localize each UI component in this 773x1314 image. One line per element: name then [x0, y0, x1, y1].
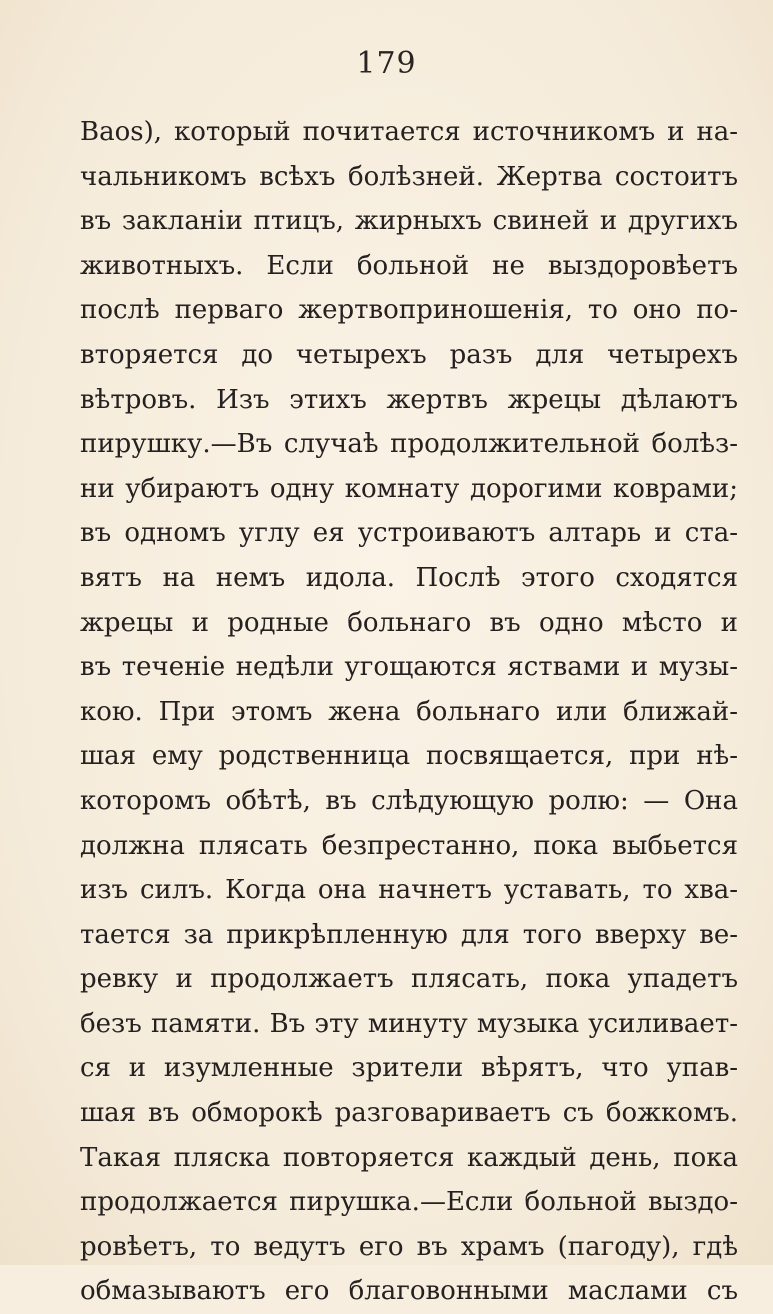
text-line: животныхъ. Если больной не выздоровѣетъ [80, 250, 738, 281]
text-line: Такая пляска повторяется каждый день, пока [80, 1142, 738, 1173]
text-line: шая ему родственница посвящается, при нѣ- [80, 741, 738, 772]
text-line: кою. При этомъ жена больнаго или ближай- [80, 696, 738, 727]
text-line: которомъ обѣтѣ, въ слѣдующую ролю: — Она [80, 785, 738, 816]
text-line: ровѣетъ, то ведутъ его въ храмъ (пагоду), гдѣ [80, 1231, 738, 1262]
text-line: чальникомъ всѣхъ болѣзней. Жертва состоитъ [80, 161, 738, 192]
text-line: вятъ на немъ идола. Послѣ этого сходятся [80, 562, 738, 593]
text-line: тается за прикрѣпленную для того вверху ве- [80, 919, 738, 950]
text-line: обмазываютъ его благовонными маслами съ [80, 1276, 738, 1307]
text-line: изъ силъ. Когда она начнетъ уставать, то хва- [80, 875, 738, 906]
body-text [80, 110, 738, 1314]
page-number: 179 [356, 46, 417, 81]
text-line: жрецы и родные больнаго въ одно мѣсто и [80, 607, 738, 638]
text-line: въ одномъ углу ея устроиваютъ алтарь и ста- [80, 518, 738, 549]
text-line: вѣтровъ. Изъ этихъ жертвъ жрецы дѣлаютъ [80, 384, 738, 415]
text-line: ся и изумленные зрители вѣрятъ, что упав- [80, 1053, 738, 1084]
text-line: въ закланіи птицъ, жирныхъ свиней и другихъ [80, 206, 738, 237]
text-line: должна плясать безпрестанно, пока выбьется [80, 830, 738, 861]
text-line: Baos), который почитается источникомъ и на- [80, 117, 738, 147]
text-line: послѣ перваго жертвоприношенія, то оно по- [80, 295, 738, 326]
text-line: шая въ обморокѣ разговариваетъ съ божкомъ. [80, 1098, 738, 1129]
text-line: безъ памяти. Въ эту минуту музыка усиливает- [80, 1008, 738, 1039]
text-line: ни убираютъ одну комнату дорогими коврами; [80, 473, 738, 504]
text-line: въ теченіе недѣли угощаются яствами и музы- [80, 652, 738, 683]
text-line: пирушку.—Въ случаѣ продолжительной болѣз- [80, 429, 738, 460]
text-line: ревку и продолжаетъ плясать, пока упадетъ [80, 964, 738, 995]
text-line: вторяется до четырехъ разъ для четырехъ [80, 339, 738, 370]
text-line: продолжается пирушка.—Если больной выздо- [80, 1187, 738, 1218]
